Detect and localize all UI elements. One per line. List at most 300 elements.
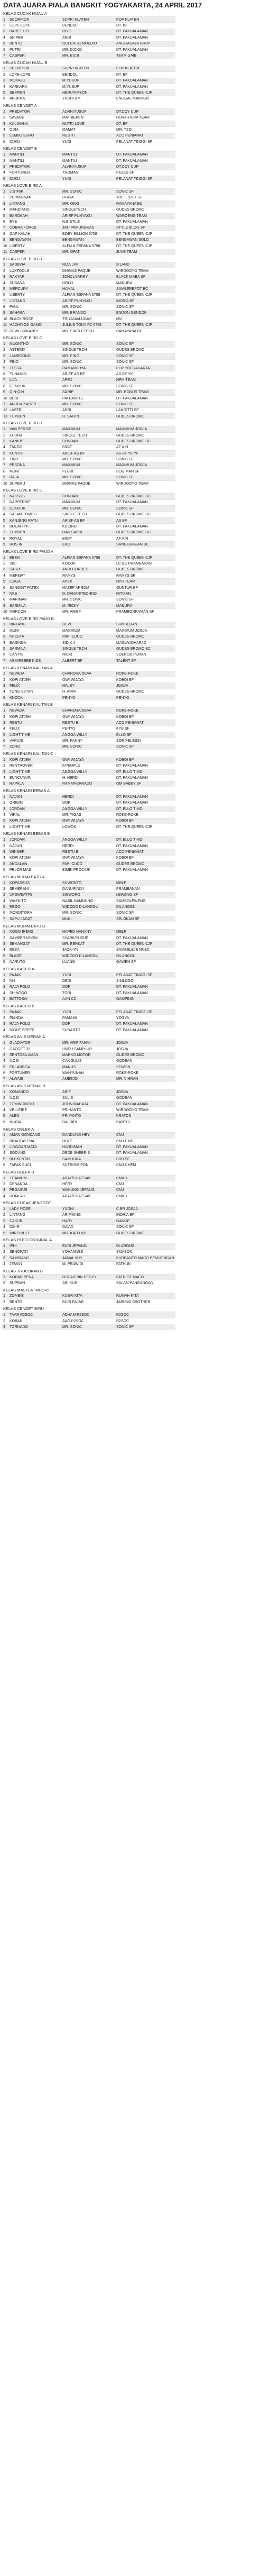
rank-cell: 3 xyxy=(2,720,8,726)
team-cell: DT. PAKUALAMAN xyxy=(115,867,175,873)
class-section xyxy=(2,146,268,181)
team-cell: SOERODIPURAN xyxy=(115,652,175,658)
table-row xyxy=(2,941,175,947)
bird-name-cell: KOPI ATJEH xyxy=(8,677,61,682)
owner-cell: HAPED HANANY xyxy=(61,929,115,935)
bird-name-cell: NOBAR PENA xyxy=(8,1274,61,1280)
bird-name-cell: BRAHTASENA xyxy=(8,1138,61,1144)
rank-cell: 4 xyxy=(2,280,8,286)
rank-cell: 3 xyxy=(2,984,8,990)
bird-name-cell: TAAR R2SOC xyxy=(8,1312,61,1318)
owner-cell: ARIEF AS BF xyxy=(61,371,115,377)
table-row xyxy=(2,237,175,243)
bird-name-cell: RAJA xyxy=(8,475,61,480)
table-row xyxy=(2,462,175,468)
rank-cell: 6 xyxy=(2,139,8,145)
rank-cell: 2 xyxy=(2,1212,8,1218)
table-row xyxy=(2,972,175,978)
bird-name-cell: IPHI xyxy=(8,1243,61,1249)
rank-cell: 3 xyxy=(2,806,8,812)
owner-cell: YOHANNES xyxy=(61,1249,115,1255)
bird-name-cell: MARIMAR xyxy=(8,597,61,603)
bird-name-cell: COBRA FORCE xyxy=(8,225,61,231)
owner-cell: MR. FANNY xyxy=(61,738,115,744)
class-section xyxy=(2,1004,268,1033)
class-section xyxy=(2,967,268,1002)
team-cell: SONIC SF xyxy=(115,506,175,512)
rank-cell: 2 xyxy=(2,628,8,634)
owner-cell: SUPRI KLATEN xyxy=(61,66,115,71)
owner-cell: PAPI CUCO xyxy=(61,634,115,640)
owner-cell: MR. SONIC xyxy=(61,597,115,603)
bird-name-cell: KANIUS xyxy=(8,439,61,444)
owner-cell: MR. SINGLETECH xyxy=(61,328,115,334)
owner-cell: PENYO xyxy=(61,695,115,701)
team-cell: MAXIMUM JOGJA xyxy=(115,426,175,432)
team-cell: KOBOI BF xyxy=(115,855,175,861)
owner-cell: M.YUSUF xyxy=(61,78,115,84)
rank-cell: 7 xyxy=(2,744,8,750)
table-row xyxy=(2,1101,175,1107)
team-cell: CMJ xyxy=(115,1132,175,1138)
rank-cell: 1 xyxy=(2,426,8,432)
table-row xyxy=(2,426,175,432)
bird-name-cell: JORDAN xyxy=(8,806,61,812)
rank-cell: 6 xyxy=(2,1162,8,1168)
bird-name-cell: TORNADO xyxy=(8,1324,61,1330)
team-cell: MADURA xyxy=(115,603,175,608)
owner-cell: HALEY xyxy=(61,683,115,689)
rank-cell: 3 xyxy=(2,769,8,775)
class-heading: KELAS CENDET BIRU xyxy=(3,1306,44,1312)
bird-name-cell: LOPE-LOPE xyxy=(8,72,61,78)
owner-cell: OWI WIJAYA xyxy=(61,677,115,682)
bird-name-cell: SAPU JAGAT xyxy=(8,916,61,922)
table-row xyxy=(2,115,175,121)
table-row xyxy=(2,708,175,714)
rank-cell: 4 xyxy=(2,35,8,41)
owner-cell: MR. SONIC xyxy=(61,341,115,347)
owner-cell: ALFIAN ESPANA 5758 xyxy=(61,292,115,298)
bird-name-cell: ROMLAH xyxy=(8,1194,61,1199)
bird-name-cell: LUXTOOLS xyxy=(8,268,61,274)
class-section xyxy=(2,831,268,872)
owner-cell: YUDI xyxy=(61,139,115,145)
bird-name-cell: JAMBOONG xyxy=(8,353,61,359)
owner-cell: BOBY BILLION 5758 xyxy=(61,231,115,237)
team-cell: DT. PAKUALAMAN xyxy=(115,47,175,52)
results-table xyxy=(2,1175,175,1199)
owner-cell: MR. BUDI xyxy=(61,53,115,59)
bird-name-cell: TITANIUM xyxy=(8,1175,61,1181)
table-row xyxy=(2,1224,175,1230)
team-cell: SANGGRAHAN BC xyxy=(115,542,175,548)
owner-cell: CHANDRA/DEVA xyxy=(61,671,115,677)
bird-name-cell: NAPPERSIE xyxy=(8,499,61,505)
bird-name-cell: BATTOSAI xyxy=(8,996,61,1002)
bird-name-cell: NH xyxy=(8,978,61,984)
table-row xyxy=(2,959,175,965)
team-cell: WIRDOOYO TEAM xyxy=(115,268,175,274)
owner-cell: BONDAM xyxy=(61,494,115,499)
owner-cell: ARIF xyxy=(61,1089,115,1095)
owner-cell: BENGAWAN xyxy=(61,237,115,243)
bird-name-cell: LIGHT TIME xyxy=(8,769,61,775)
owner-cell: PRIHANTO xyxy=(61,1107,115,1113)
bird-name-cell: KALIMANA xyxy=(8,121,61,126)
rank-cell: 2 xyxy=(2,763,8,769)
bird-name-cell: MERCON xyxy=(8,609,61,615)
table-row xyxy=(2,1070,175,1076)
owner-cell: ANGGA WILLY xyxy=(61,837,115,843)
bird-name-cell: KUNTHI xyxy=(8,451,61,457)
team-cell: DT. PAKUALAMAN xyxy=(115,800,175,806)
table-row xyxy=(2,818,175,824)
bird-name-cell: FORTUNER xyxy=(8,170,61,176)
table-row xyxy=(2,744,175,750)
bird-name-cell: BAGINDA xyxy=(8,640,61,645)
owner-cell: MANTILI xyxy=(61,158,115,163)
team-cell: SAMBEREPOT BC xyxy=(115,286,175,292)
bird-name-cell: ORIGIN xyxy=(8,800,61,806)
team-cell: SONIC SF xyxy=(115,402,175,407)
bird-name-cell: NOGO IRENG xyxy=(8,929,61,935)
results-table xyxy=(2,1009,175,1033)
rank-cell: 5 xyxy=(2,1157,8,1162)
owner-cell: BONDAM xyxy=(61,439,115,444)
owner-cell: HERU/AMBON xyxy=(61,90,115,96)
rank-cell: 3 xyxy=(2,1324,8,1330)
bird-name-cell: PUTRI xyxy=(8,47,61,52)
bird-name-cell: GADGET 33 xyxy=(8,1046,61,1052)
team-cell: TOET-TOET SF xyxy=(115,195,175,201)
bird-name-cell: MANTILI xyxy=(8,152,61,158)
owner-cell: H. AMRI xyxy=(61,689,115,695)
bird-name-cell: NEVADA xyxy=(8,708,61,714)
team-cell: NPH TEAM xyxy=(115,579,175,585)
owner-cell: ARIEF PUNYAKU xyxy=(61,298,115,304)
team-cell: INDRIA BF xyxy=(115,298,175,304)
owner-cell: ARI KUS xyxy=(61,1280,115,1286)
rank-cell: 12 xyxy=(2,328,8,334)
owner-cell: GOLBHI AZMOEDIO xyxy=(61,41,115,47)
rank-cell: 8 xyxy=(2,536,8,542)
team-cell: PRAMBORRAMAN SF xyxy=(115,609,175,615)
rank-cell: 4 xyxy=(2,640,8,645)
rank-cell: 1 xyxy=(2,929,8,935)
table-row xyxy=(2,84,175,89)
bird-name-cell: ALWASI xyxy=(8,1076,61,1082)
rank-cell: 4 xyxy=(2,207,8,213)
bird-name-cell: MERMAT xyxy=(8,573,61,579)
class-section xyxy=(2,1288,268,1305)
owner-cell: M. RICKY xyxy=(61,603,115,608)
bird-name-cell: FELIX xyxy=(8,683,61,689)
bird-name-cell: PAJAK xyxy=(8,1009,61,1015)
team-cell: MADURA xyxy=(115,280,175,286)
table-row xyxy=(2,262,175,268)
bird-name-cell: PINO xyxy=(8,359,61,365)
rank-cell: 9 xyxy=(2,542,8,548)
table-row xyxy=(2,1299,175,1305)
bird-name-cell: ALEN xyxy=(8,1113,61,1119)
bird-name-cell: SEMBRANI xyxy=(8,886,61,892)
bird-name-cell: KOPI ATJEH xyxy=(8,714,61,720)
class-section xyxy=(2,183,268,254)
owner-cell: YUDHI BM xyxy=(61,96,115,102)
bird-name-cell: LASTRI xyxy=(8,407,61,413)
class-section xyxy=(2,788,268,830)
bird-name-cell: PEGASUS xyxy=(8,1187,61,1193)
table-row xyxy=(2,152,175,158)
team-cell: DT. PAKUALAMAN xyxy=(115,1021,175,1027)
team-cell: D'LAND xyxy=(115,262,175,268)
team-cell: WAROENG TEAM xyxy=(115,213,175,219)
rank-cell: 1 xyxy=(2,109,8,115)
bird-name-cell: MUNI xyxy=(8,469,61,475)
team-cell: DT. BF xyxy=(115,72,175,78)
owner-cell: ALBERT BF xyxy=(61,658,115,664)
rank-cell: 4 xyxy=(2,1224,8,1230)
team-cell: GUDES BROMO xyxy=(115,861,175,867)
team-cell: SONIC SF xyxy=(115,1324,175,1330)
rank-cell: 12 xyxy=(2,407,8,413)
table-row xyxy=(2,219,175,225)
rank-cell: 5 xyxy=(2,90,8,96)
table-row xyxy=(2,763,175,769)
table-row xyxy=(2,1255,175,1261)
table-row xyxy=(2,1312,175,1318)
rank-cell: 6 xyxy=(2,1119,8,1125)
rank-cell: 6 xyxy=(2,457,8,462)
rank-cell: 5 xyxy=(2,646,8,652)
rank-cell: 1 xyxy=(2,1274,8,1280)
rank-cell: 3 xyxy=(2,1144,8,1150)
rank-cell: 3 xyxy=(2,201,8,207)
team-cell: SONIC SF xyxy=(115,189,175,195)
owner-cell: ARIEF AS BF xyxy=(61,517,115,523)
owner-cell: PENYO xyxy=(61,726,115,732)
rank-cell: 4 xyxy=(2,512,8,517)
results-table xyxy=(2,1274,175,1286)
rank-cell: 1 xyxy=(2,1206,8,1212)
bird-name-cell: REZA xyxy=(8,947,61,953)
rank-cell: 5 xyxy=(2,781,8,787)
table-row xyxy=(2,78,175,84)
rank-cell: 5 xyxy=(2,579,8,585)
rank-cell: 2 xyxy=(2,1095,8,1101)
table-row xyxy=(2,1113,175,1119)
bird-name-cell: SUSANA xyxy=(8,280,61,286)
rank-cell: 7 xyxy=(2,658,8,664)
table-row xyxy=(2,506,175,512)
owner-cell: DALDIRI xyxy=(61,1119,115,1125)
team-cell: JOGJA xyxy=(115,1089,175,1095)
bird-name-cell: BAROKAH xyxy=(8,213,61,219)
team-cell: HURA-HURA TEAM xyxy=(115,115,175,121)
table-row xyxy=(2,1150,175,1156)
table-row xyxy=(2,652,175,658)
rank-cell: 4 xyxy=(2,444,8,450)
results-table xyxy=(2,880,175,922)
rank-cell: 2 xyxy=(2,1046,8,1052)
team-cell: ACO PENIANAT xyxy=(115,720,175,726)
rank-cell: 8 xyxy=(2,304,8,310)
class-heading: KELAS KENARI BEBAS A xyxy=(3,788,50,794)
rank-cell: 6 xyxy=(2,219,8,225)
table-row xyxy=(2,542,175,548)
rank-cell: 11 xyxy=(2,249,8,255)
results-table xyxy=(2,108,175,144)
owner-cell: JAMAL M.R xyxy=(61,1255,115,1261)
owner-cell: MR. SONIC xyxy=(61,384,115,389)
table-row xyxy=(2,274,175,280)
rank-cell: 6 xyxy=(2,824,8,830)
class-heading: KELAS CUCAK HIJAU A xyxy=(3,11,47,16)
team-cell: DT. PAKUALAMAN xyxy=(115,499,175,505)
table-row xyxy=(2,47,175,52)
rank-cell: 5 xyxy=(2,365,8,371)
team-cell: WIRDOOYO TEAM xyxy=(115,480,175,486)
bird-name-cell: SCORPION xyxy=(8,66,61,71)
team-cell: PATRIOT MACO xyxy=(115,1274,175,1280)
team-cell: SONIC SF xyxy=(115,353,175,359)
owner-cell: YUDI xyxy=(61,972,115,978)
team-cell: AS BF YK xyxy=(115,371,175,377)
bird-name-cell: LADY ROSE xyxy=(8,1206,61,1212)
table-row xyxy=(2,414,175,420)
class-section xyxy=(2,1306,268,1330)
table-row xyxy=(2,935,175,941)
bird-name-cell: MUNI xyxy=(8,628,61,634)
bird-name-cell: ZORO xyxy=(8,744,61,750)
bird-name-cell: SARMILA xyxy=(8,603,61,608)
bird-name-cell: BLEKENTIR xyxy=(8,1157,61,1162)
table-row xyxy=(2,738,175,744)
class-heading: KELAS CENDET A xyxy=(3,103,37,108)
table-row xyxy=(2,658,175,664)
bird-name-cell: PESONA xyxy=(8,462,61,468)
bird-name-cell: BARET IJO xyxy=(8,29,61,34)
bird-name-cell: TAPAK SUCI xyxy=(8,1162,61,1168)
bird-name-cell: SAMBER NYOW xyxy=(8,935,61,941)
owner-cell: JATI PAMUNGKAS xyxy=(61,225,115,231)
owner-cell: MR. SONIC xyxy=(61,359,115,365)
rank-cell: 2 xyxy=(2,1015,8,1021)
table-row xyxy=(2,170,175,176)
owner-cell: PAI BANTUL xyxy=(61,395,115,401)
table-row xyxy=(2,775,175,781)
bird-name-cell: PELOR MAS xyxy=(8,867,61,873)
team-cell: SONIC SF xyxy=(115,341,175,347)
team-cell: BENGAWAN SOLO xyxy=(115,237,175,243)
table-row xyxy=(2,1119,175,1125)
table-row xyxy=(2,1089,175,1095)
owner-cell: FEBRI xyxy=(61,469,115,475)
team-cell: MAXIMUM JOGJA xyxy=(115,462,175,468)
rank-cell: 1 xyxy=(2,1293,8,1299)
rank-cell: 2 xyxy=(2,115,8,121)
rank-cell: 4 xyxy=(2,812,8,818)
bird-name-cell: ROYAL xyxy=(8,536,61,542)
rank-cell: 3 xyxy=(2,274,8,280)
team-cell: AS BF xyxy=(115,517,175,523)
table-row xyxy=(2,23,175,29)
table-row xyxy=(2,1230,175,1236)
rank-cell: 6 xyxy=(2,585,8,590)
team-cell: KOBOI BF xyxy=(115,677,175,682)
team-cell: SONIC SF xyxy=(115,910,175,916)
bird-name-cell: LINTANG xyxy=(8,201,61,207)
bird-name-cell: ILOSI xyxy=(8,1058,61,1064)
bird-name-cell: FORTUNER xyxy=(8,1070,61,1076)
rank-cell: 4 xyxy=(2,947,8,953)
rank-cell: 4 xyxy=(2,775,8,781)
owner-cell: MAT BEKEN xyxy=(61,115,115,121)
team-cell: KOBOI BF xyxy=(115,818,175,824)
bird-name-cell: NAJUN xyxy=(8,843,61,849)
owner-cell: DEVI xyxy=(61,622,115,627)
owner-cell: HAMAL xyxy=(61,286,115,292)
bird-name-cell: SISI xyxy=(8,561,61,567)
bird-name-cell: BINTANG xyxy=(8,622,61,627)
bird-name-cell: SCORPION xyxy=(8,17,61,23)
team-cell: MR. BONUS TEAM xyxy=(115,389,175,395)
table-row xyxy=(2,371,175,377)
rank-cell: 7 xyxy=(2,462,8,468)
rank-cell: 7 xyxy=(2,1076,8,1082)
results-table xyxy=(2,188,175,254)
rank-cell: 3 xyxy=(2,353,8,359)
table-row xyxy=(2,536,175,542)
team-cell: MBLP xyxy=(115,929,175,935)
team-cell: POP KLATEN xyxy=(115,17,175,23)
rank-cell: 4 xyxy=(2,1261,8,1267)
table-row xyxy=(2,121,175,126)
table-row xyxy=(2,1138,175,1144)
rank-cell: 1 xyxy=(2,1243,8,1249)
owner-cell: SINGLE TECH xyxy=(61,646,115,652)
team-cell: DT.COY CUP xyxy=(115,164,175,170)
rank-cell: 2 xyxy=(2,347,8,353)
owner-cell: AMBEJO xyxy=(61,1076,115,1082)
table-row xyxy=(2,365,175,371)
class-heading: KELAS CUCAK HIJAU B xyxy=(3,60,48,65)
team-cell: MR. VIHRAN xyxy=(115,1076,175,1082)
bird-name-cell: TUMBEN xyxy=(8,530,61,535)
table-row xyxy=(2,1015,175,1021)
owner-cell: HARY xyxy=(61,1218,115,1224)
rank-cell: 5 xyxy=(2,1064,8,1070)
team-cell: SONIC SF xyxy=(115,304,175,310)
table-row xyxy=(2,1027,175,1033)
owner-cell: WAKUNG JEPANG xyxy=(61,1187,115,1193)
bird-name-cell: NARUTO xyxy=(8,959,61,965)
bird-name-cell: NAJUN xyxy=(8,794,61,800)
rank-cell: 5 xyxy=(2,904,8,910)
table-row xyxy=(2,1293,175,1299)
bird-name-cell: BOCAH YK xyxy=(8,524,61,530)
owner-cell: CAK SULIS xyxy=(61,1058,115,1064)
bird-name-cell: LINTANG xyxy=(8,1212,61,1218)
table-row xyxy=(2,280,175,286)
owner-cell: SINGLETECH xyxy=(61,207,115,213)
owner-cell: ALVIN/YUSUF xyxy=(61,109,115,115)
team-cell: DT. THE QUEEN CJP xyxy=(115,941,175,947)
rank-cell: 6 xyxy=(2,1070,8,1076)
rank-cell: 3 xyxy=(2,506,8,512)
team-cell: PELANAT TINGGI SF xyxy=(115,176,175,181)
